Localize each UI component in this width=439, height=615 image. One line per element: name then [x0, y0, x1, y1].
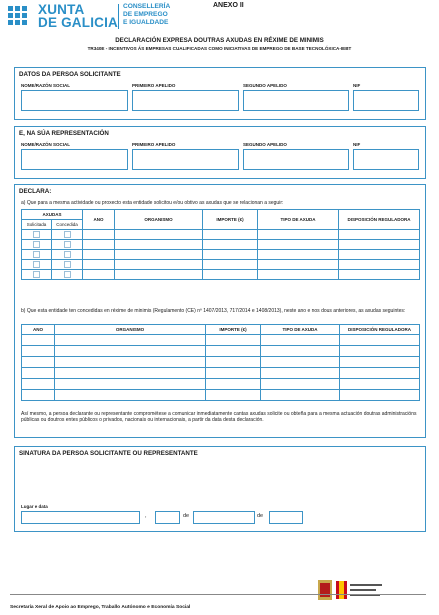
requested-checkbox[interactable]	[33, 251, 40, 258]
table-a-cell[interactable]	[115, 240, 203, 250]
table-b-row	[22, 335, 420, 346]
month-field[interactable]	[193, 511, 255, 524]
table-b-header-year: ANO	[22, 325, 55, 335]
de-separator-1: de	[183, 513, 190, 519]
aids-group-header: AXUDAS	[22, 210, 83, 220]
applicant-name-field[interactable]	[21, 90, 128, 111]
requested-cell	[22, 240, 52, 250]
table-a-cell[interactable]	[339, 230, 420, 240]
representative-nif-label: NIF	[353, 142, 361, 147]
signature-title: SINATURA DA PERSOA SOLICITANTE OU REPRESENTANTE	[19, 450, 198, 457]
table-a-cell[interactable]	[258, 260, 339, 270]
table-b-cell[interactable]	[261, 335, 340, 346]
table-a-cell[interactable]	[115, 250, 203, 260]
granted-checkbox[interactable]	[64, 271, 71, 278]
applicant-first-surname-field[interactable]	[132, 90, 239, 111]
granted-cell	[52, 270, 83, 280]
granted-checkbox[interactable]	[64, 241, 71, 248]
aids-subheader-requested: Solicitada	[22, 220, 52, 230]
granted-checkbox[interactable]	[64, 231, 71, 238]
table-b-cell[interactable]	[340, 335, 420, 346]
table-a-cell[interactable]	[339, 250, 420, 260]
conselleria-name: CONSELLERÍA DE EMPREGO E IGUALDADE	[123, 3, 171, 26]
table-b-cell[interactable]	[340, 368, 420, 379]
applicant-nif-field[interactable]	[353, 90, 419, 111]
annex-label: ANEXO II	[213, 2, 244, 9]
applicant-section-title: DATOS DA PERSOA SOLICITANTE	[19, 71, 121, 78]
table-b-cell[interactable]	[340, 346, 420, 357]
representative-first-surname-field[interactable]	[132, 149, 239, 170]
table-b-header-organism: ORGANISMO	[55, 325, 206, 335]
applicant-second-surname-field[interactable]	[243, 90, 349, 111]
applicant-name-label: NOME/RAZÓN SOCIAL	[21, 83, 70, 88]
table-b-row	[22, 368, 420, 379]
representative-name-label: NOME/RAZÓN SOCIAL	[21, 142, 70, 147]
logo-line1: XUNTA	[38, 2, 85, 17]
table-b-row	[22, 346, 420, 357]
table-b-cell[interactable]	[340, 390, 420, 401]
table-a-row	[22, 230, 420, 240]
table-b-cell[interactable]	[22, 368, 55, 379]
table-a-cell[interactable]	[203, 270, 258, 280]
table-b-cell[interactable]	[55, 379, 206, 390]
applicant-section	[14, 67, 426, 120]
table-b-cell[interactable]	[206, 357, 261, 368]
aids-table-b	[21, 324, 420, 401]
representative-second-surname-label: SEGUNDO APELIDO	[243, 142, 287, 147]
requested-checkbox[interactable]	[33, 241, 40, 248]
government-emblem-icon	[318, 580, 384, 602]
table-b-row	[22, 357, 420, 368]
table-a-header-organism: ORGANISMO	[115, 210, 203, 230]
table-b-cell[interactable]	[340, 379, 420, 390]
table-a-cell[interactable]	[203, 260, 258, 270]
table-a-cell[interactable]	[258, 230, 339, 240]
table-b-cell[interactable]	[261, 368, 340, 379]
table-b-cell[interactable]	[340, 357, 420, 368]
granted-cell	[52, 250, 83, 260]
table-a-cell[interactable]	[115, 230, 203, 240]
representative-second-surname-field[interactable]	[243, 149, 349, 170]
table-a-cell[interactable]	[115, 260, 203, 270]
document-subtitle: TR340E - INCENTIVOS ÁS EMPRESAS CUALIFICADAS COMO INICIATIVAS DE EMPREGO DE BASE TECNOLÓXICA-IEBT	[87, 46, 352, 51]
table-a-cell[interactable]	[203, 250, 258, 260]
granted-cell	[52, 240, 83, 250]
table-a-row	[22, 270, 420, 280]
table-a-header-year: ANO	[83, 210, 115, 230]
granted-cell	[52, 230, 83, 240]
table-b-cell[interactable]	[22, 346, 55, 357]
table-b-header-amount: IMPORTE (€)	[206, 325, 261, 335]
table-b-header-regulation: DISPOSICIÓN REGULADORA	[340, 325, 420, 335]
requested-checkbox[interactable]	[33, 271, 40, 278]
table-b-cell[interactable]	[261, 346, 340, 357]
table-a-row	[22, 240, 420, 250]
representative-nif-field[interactable]	[353, 149, 419, 170]
footer-department: Secretaría Xeral de Apoio ao Emprego, Traballo Autónomo e Economía Social	[10, 605, 191, 610]
requested-cell	[22, 230, 52, 240]
declaration-section	[14, 184, 426, 438]
declaration-item-a: a) Que para a mesma actividade ou proxecto esta entidade solicitou e/ou obtivo as axudas que se relacionan a seguir:	[21, 200, 284, 206]
table-b-row	[22, 379, 420, 390]
logo-line2: DE GALICIA	[38, 15, 119, 30]
year-field[interactable]	[269, 511, 303, 524]
table-a-header-aid-type: TIPO DE AXUDA	[258, 210, 339, 230]
signature-section	[14, 446, 426, 532]
table-b-cell[interactable]	[261, 357, 340, 368]
table-b-cell[interactable]	[206, 379, 261, 390]
table-a-cell[interactable]	[115, 270, 203, 280]
table-b-cell[interactable]	[261, 379, 340, 390]
table-b-cell[interactable]	[55, 357, 206, 368]
table-b-cell[interactable]	[22, 357, 55, 368]
applicant-second-surname-label: SEGUNDO APELIDO	[243, 83, 287, 88]
table-a-cell[interactable]	[83, 260, 115, 270]
place-date-comma: ,	[145, 513, 147, 519]
table-b-body	[22, 335, 420, 401]
table-a-header-amount: IMPORTE (€)	[203, 210, 258, 230]
commitment-text: Así mesmo, a persoa declarante ou representante comprométese a comunicar inmediatamente cantas axudas solicite ou obteña para a mesma actuación doutras administracións públicas ou doutros entes públicos o privados, nacionais ou internacionais, a partir da data desta declaración.	[21, 411, 417, 424]
granted-checkbox[interactable]	[64, 261, 71, 268]
granted-cell	[52, 260, 83, 270]
representative-first-surname-label: PRIMEIRO APELIDO	[132, 142, 176, 147]
table-b-cell[interactable]	[55, 368, 206, 379]
table-b-header-aid-type: TIPO DE AXUDA	[261, 325, 340, 335]
table-b-cell[interactable]	[55, 346, 206, 357]
declaration-item-b: b) Que esta entidade ten concedidas en réxime de minimis (Regulamento (CE) nº 1407/2013, 717/2014 e 1408/2013), neste ano e nos dous anteriores, as axudas seguintes:	[21, 308, 406, 314]
table-a-cell[interactable]	[339, 240, 420, 250]
aids-subheader-granted: Concedida	[52, 220, 83, 230]
place-date-label: Lugar e data	[21, 504, 48, 509]
table-a-row	[22, 260, 420, 270]
table-a-body	[22, 230, 420, 280]
table-a-cell[interactable]	[339, 260, 420, 270]
requested-cell	[22, 270, 52, 280]
representative-name-field[interactable]	[21, 149, 128, 170]
table-a-cell[interactable]	[203, 230, 258, 240]
table-a-row	[22, 250, 420, 260]
day-field[interactable]	[155, 511, 180, 524]
table-b-cell[interactable]	[22, 335, 55, 346]
granted-checkbox[interactable]	[64, 251, 71, 258]
table-b-cell[interactable]	[206, 390, 261, 401]
table-b-cell[interactable]	[22, 390, 55, 401]
table-b-cell[interactable]	[206, 368, 261, 379]
table-b-cell[interactable]	[206, 335, 261, 346]
table-a-cell[interactable]	[203, 240, 258, 250]
table-b-cell[interactable]	[206, 346, 261, 357]
table-b-cell[interactable]	[22, 379, 55, 390]
table-a-cell[interactable]	[83, 270, 115, 280]
declaration-title: DECLARA:	[19, 188, 52, 195]
requested-checkbox[interactable]	[33, 231, 40, 238]
table-a-cell[interactable]	[83, 240, 115, 250]
requested-cell	[22, 260, 52, 270]
applicant-first-surname-label: PRIMEIRO APELIDO	[132, 83, 176, 88]
representative-section-title: E, NA SÚA REPRESENTACIÓN	[19, 130, 109, 137]
requested-cell	[22, 250, 52, 260]
applicant-nif-label: NIF	[353, 83, 361, 88]
table-a-cell[interactable]	[258, 240, 339, 250]
footer-divider	[10, 594, 426, 595]
table-a-cell[interactable]	[83, 250, 115, 260]
table-b-row	[22, 390, 420, 401]
table-b-cell[interactable]	[261, 390, 340, 401]
document-title: DECLARACIÓN EXPRESA DOUTRAS AXUDAS EN RÉXIME DE MINIMIS	[115, 37, 324, 44]
table-a-header-regulation: DISPOSICIÓN REGULADORA	[339, 210, 420, 230]
place-field[interactable]	[21, 511, 140, 524]
table-a-cell[interactable]	[83, 230, 115, 240]
table-a-cell[interactable]	[258, 250, 339, 260]
xunta-cross-logo-icon	[8, 6, 34, 28]
table-b-cell[interactable]	[55, 335, 206, 346]
table-b-cell[interactable]	[55, 390, 206, 401]
logo-divider	[118, 4, 119, 29]
representative-section	[14, 126, 426, 179]
table-a-cell[interactable]	[258, 270, 339, 280]
de-separator-2: de	[257, 513, 264, 519]
table-a-cell[interactable]	[339, 270, 420, 280]
requested-checkbox[interactable]	[33, 261, 40, 268]
aids-table-a	[21, 209, 420, 280]
